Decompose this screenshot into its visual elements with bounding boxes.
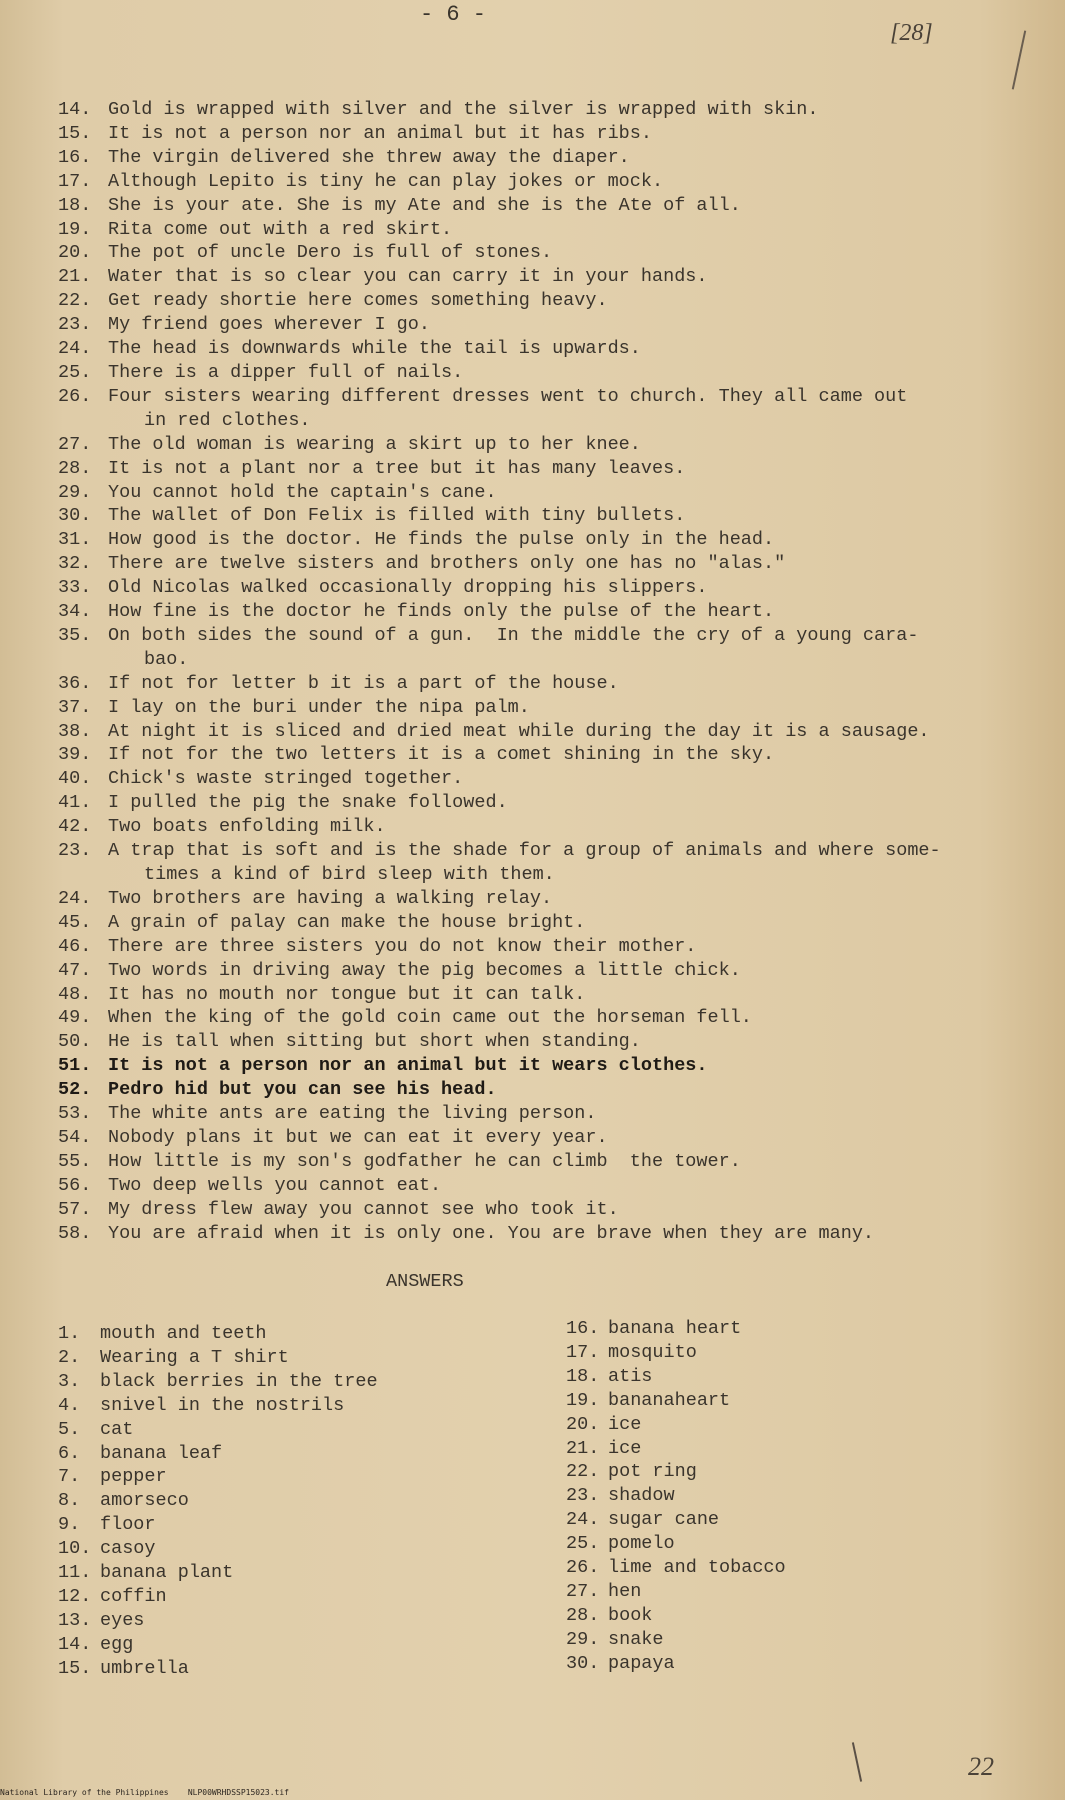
answer-text: banana leaf — [100, 1442, 223, 1464]
answer-text: bananaheart — [608, 1389, 731, 1411]
riddle-text — [108, 1054, 1018, 1078]
answer-item — [58, 1465, 498, 1489]
riddle-text-continuation: bao. — [144, 648, 189, 670]
riddle-text-line: She is your ate. She is my Ate and she is the Ate of all. — [108, 194, 741, 216]
riddle-text — [108, 528, 1018, 552]
riddle-text-line: The pot of uncle Dero is full of stones. — [108, 242, 553, 264]
answer-number: 13. — [58, 1609, 92, 1631]
riddle-text-line: How good is the doctor. He finds the pulse only in the head. — [108, 529, 775, 551]
answer-item — [58, 1442, 498, 1466]
answer-text: coffin — [100, 1585, 167, 1607]
riddle-text — [108, 1150, 1018, 1174]
riddle-number: 23. — [58, 314, 92, 336]
riddle-text-line: The white ants are eating the living person. — [108, 1103, 597, 1125]
riddle-text-line: Two boats enfolding milk. — [108, 816, 386, 838]
riddle-item — [58, 552, 1018, 576]
riddle-item — [58, 457, 1018, 481]
riddle-text — [108, 720, 1018, 744]
riddle-text-line: He is tall when sitting but short when standing. — [108, 1031, 641, 1053]
riddle-text — [108, 791, 1018, 815]
answer-item — [58, 1322, 498, 1346]
riddle-text-line: There is a dipper full of nails. — [108, 361, 464, 383]
riddle-item — [58, 313, 1018, 337]
riddle-text — [108, 1174, 1018, 1198]
riddle-text — [108, 1006, 1018, 1030]
riddle-number: 31. — [58, 529, 92, 551]
riddle-item — [58, 361, 1018, 385]
riddle-number: 50. — [58, 1031, 92, 1053]
riddle-text — [108, 122, 1018, 146]
answer-text: ice — [608, 1413, 642, 1435]
riddle-text — [108, 218, 1018, 242]
riddle-text-line: Although Lepito is tiny he can play jokes or mock. — [108, 170, 664, 192]
riddle-text — [108, 935, 1018, 959]
riddle-item — [58, 504, 1018, 528]
riddle-text — [108, 839, 1018, 887]
riddle-item — [58, 791, 1018, 815]
riddle-text — [108, 767, 1018, 791]
answer-number: 30. — [566, 1652, 600, 1674]
riddle-number: 48. — [58, 983, 92, 1005]
riddle-item — [58, 1222, 1018, 1246]
riddle-text-line: Pedro hid but you can see his head. — [108, 1079, 497, 1101]
answer-text: sugar cane — [608, 1509, 720, 1531]
riddle-text — [108, 481, 1018, 505]
answer-text: pot ring — [608, 1461, 697, 1483]
margin-mark — [852, 1742, 862, 1782]
answer-text: hen — [608, 1580, 642, 1602]
answer-number: 21. — [566, 1437, 600, 1459]
answer-text: umbrella — [100, 1657, 189, 1679]
riddle-text-line: I pulled the pig the snake followed. — [108, 792, 508, 814]
riddle-number: 40. — [58, 768, 92, 790]
riddle-text-line: Nobody plans it but we can eat it every year. — [108, 1126, 608, 1148]
riddle-text — [108, 289, 1018, 313]
riddle-item — [58, 337, 1018, 361]
scan-footer: National Library of the Philippines NLP00WRHDSSP15023.tif — [0, 1788, 289, 1797]
riddle-text — [108, 959, 1018, 983]
answer-number: 11. — [58, 1562, 92, 1584]
riddle-item — [58, 241, 1018, 265]
answer-text: mouth and teeth — [100, 1323, 267, 1344]
answer-number: 8. — [58, 1490, 81, 1512]
riddle-text — [108, 1078, 1018, 1102]
riddle-item — [58, 887, 1018, 911]
riddle-item — [58, 600, 1018, 624]
riddle-item — [58, 170, 1018, 194]
riddle-text — [108, 433, 1018, 457]
riddle-item — [58, 911, 1018, 935]
riddle-text-line: It has no mouth nor tongue but it can talk. — [108, 983, 586, 1005]
answer-item — [566, 1628, 1006, 1652]
riddle-item — [58, 1006, 1018, 1030]
riddle-text — [108, 983, 1018, 1007]
answer-number: 18. — [566, 1365, 600, 1387]
riddle-text-line: If not for the two letters it is a comet shining in the sky. — [108, 744, 775, 766]
riddle-number: 34. — [58, 601, 92, 623]
answer-item — [58, 1489, 498, 1513]
answer-number: 24. — [566, 1509, 600, 1531]
riddle-text-line: The head is downwards while the tail is upwards. — [108, 338, 641, 360]
riddle-text-line: Two brothers are having a walking relay. — [108, 887, 553, 909]
answer-number: 6. — [58, 1442, 81, 1464]
riddle-number: 24. — [58, 887, 92, 909]
riddle-text — [108, 504, 1018, 528]
answer-text: atis — [608, 1365, 653, 1387]
answers-left-column — [58, 1322, 498, 1681]
riddle-text — [108, 457, 1018, 481]
answer-number: 4. — [58, 1394, 81, 1416]
riddle-item — [58, 481, 1018, 505]
riddle-number: 30. — [58, 505, 92, 527]
riddle-item — [58, 720, 1018, 744]
answer-number: 22. — [566, 1461, 600, 1483]
riddle-number: 26. — [58, 385, 92, 407]
riddle-number: 15. — [58, 122, 92, 144]
riddle-item — [58, 289, 1018, 313]
answer-text: snake — [608, 1628, 664, 1650]
riddle-item — [58, 1198, 1018, 1222]
page-number: - 6 - — [420, 2, 487, 27]
riddle-number: 14. — [58, 99, 92, 120]
answer-number: 16. — [566, 1318, 600, 1339]
answer-number: 9. — [58, 1514, 81, 1536]
riddle-text — [108, 98, 1018, 122]
riddle-item — [58, 839, 1018, 887]
riddle-number: 55. — [58, 1150, 92, 1172]
answer-text: floor — [100, 1514, 156, 1536]
riddle-text-line: There are three sisters you do not know their mother. — [108, 935, 697, 957]
riddle-number: 37. — [58, 696, 92, 718]
riddle-item — [58, 528, 1018, 552]
riddle-item — [58, 146, 1018, 170]
riddle-text-line: The old woman is wearing a skirt up to her knee. — [108, 433, 641, 455]
riddle-item — [58, 959, 1018, 983]
riddle-text — [108, 385, 1018, 433]
answer-item — [566, 1365, 1006, 1389]
riddle-number: 54. — [58, 1126, 92, 1148]
riddle-number: 57. — [58, 1198, 92, 1220]
riddle-text — [108, 600, 1018, 624]
riddle-number: 42. — [58, 816, 92, 838]
riddle-item — [58, 1054, 1018, 1078]
riddle-item — [58, 218, 1018, 242]
riddle-number: 52. — [58, 1079, 92, 1101]
riddle-number: 53. — [58, 1103, 92, 1125]
riddle-item — [58, 1078, 1018, 1102]
answer-number: 3. — [58, 1370, 81, 1392]
riddle-number: 45. — [58, 911, 92, 933]
answer-text: Wearing a T shirt — [100, 1346, 289, 1368]
riddle-text — [108, 1198, 1018, 1222]
answer-text: casoy — [100, 1538, 156, 1560]
riddle-text — [108, 911, 1018, 935]
riddle-text-line: There are twelve sisters and brothers only one has no "alas." — [108, 553, 786, 575]
riddle-number: 22. — [58, 290, 92, 312]
riddle-text — [108, 696, 1018, 720]
riddle-text-line: The virgin delivered she threw away the diaper. — [108, 146, 630, 168]
riddle-number: 29. — [58, 481, 92, 503]
riddle-text-line: When the king of the gold coin came out the horseman fell. — [108, 1007, 752, 1029]
riddle-text — [108, 1126, 1018, 1150]
answer-number: 19. — [566, 1389, 600, 1411]
riddle-text — [108, 624, 1018, 672]
riddle-item — [58, 194, 1018, 218]
riddle-number: 51. — [58, 1055, 92, 1077]
riddle-text-line: Water that is so clear you can carry it in your hands. — [108, 266, 708, 288]
riddle-number: 58. — [58, 1222, 92, 1244]
riddle-item — [58, 122, 1018, 146]
riddle-text-line: My friend goes wherever I go. — [108, 314, 430, 336]
riddle-text-line: It is not a person nor an animal but it has ribs. — [108, 122, 652, 144]
riddle-item — [58, 1126, 1018, 1150]
riddle-text-line: On both sides the sound of a gun. In the middle the cry of a young cara- — [108, 624, 919, 646]
riddle-text — [108, 265, 1018, 289]
answer-number: 2. — [58, 1346, 81, 1368]
answer-text: cat — [100, 1418, 134, 1440]
answer-number: 28. — [566, 1604, 600, 1626]
riddle-number: 28. — [58, 457, 92, 479]
riddle-number: 23. — [58, 840, 92, 862]
riddle-number: 46. — [58, 935, 92, 957]
riddle-text-continuation: times a kind of bird sleep with them. — [144, 864, 555, 885]
riddle-text-line: How little is my son's godfather he can climb the tower. — [108, 1150, 741, 1172]
riddle-text-line: Four sisters wearing different dresses went to church. They all came out — [108, 385, 908, 407]
answer-text: papaya — [608, 1652, 675, 1674]
riddle-text — [108, 1222, 1018, 1246]
riddle-item — [58, 672, 1018, 696]
answer-item — [58, 1418, 498, 1442]
riddle-number: 20. — [58, 242, 92, 264]
riddle-text-line: How fine is the doctor he finds only the pulse of the heart. — [108, 601, 775, 623]
riddle-text-line: If not for letter b it is a part of the house. — [108, 672, 619, 694]
riddle-item — [58, 98, 1018, 122]
riddle-text — [108, 887, 1018, 911]
riddle-text-line: I lay on the buri under the nipa palm. — [108, 696, 530, 718]
riddle-text — [108, 313, 1018, 337]
riddle-text-line: Chick's waste stringed together. — [108, 768, 464, 790]
answer-item — [58, 1633, 498, 1657]
riddle-text — [108, 552, 1018, 576]
answer-item — [566, 1652, 1006, 1676]
answer-item — [58, 1609, 498, 1633]
margin-mark — [1012, 30, 1026, 89]
answer-number: 15. — [58, 1657, 92, 1679]
riddle-text-line: Two deep wells you cannot eat. — [108, 1174, 442, 1196]
riddle-number: 33. — [58, 577, 92, 599]
answer-number: 5. — [58, 1418, 81, 1440]
riddle-number: 24. — [58, 338, 92, 360]
riddle-number: 25. — [58, 361, 92, 383]
riddle-item — [58, 385, 1018, 433]
answer-text: amorseco — [100, 1490, 189, 1512]
riddle-text — [108, 815, 1018, 839]
answer-text: banana plant — [100, 1562, 234, 1584]
answer-number: 29. — [566, 1628, 600, 1650]
riddle-text-line: Old Nicolas walked occasionally dropping his slippers. — [108, 577, 708, 599]
answer-text: mosquito — [608, 1341, 697, 1363]
answer-item — [58, 1657, 498, 1681]
riddle-item — [58, 1150, 1018, 1174]
riddle-text-line: Gold is wrapped with silver and the silver is wrapped with skin. — [108, 99, 819, 120]
riddle-item — [58, 935, 1018, 959]
riddle-number: 18. — [58, 194, 92, 216]
riddle-number: 56. — [58, 1174, 92, 1196]
riddle-item — [58, 696, 1018, 720]
riddle-text-line: My dress flew away you cannot see who took it. — [108, 1198, 619, 1220]
riddle-number: 32. — [58, 553, 92, 575]
riddle-text-line: At night it is sliced and dried meat while during the day it is a sausage. — [108, 720, 930, 742]
riddle-text — [108, 361, 1018, 385]
answer-text: pepper — [100, 1466, 167, 1488]
answer-text: black berries in the tree — [100, 1370, 378, 1392]
riddle-text-continuation: in red clothes. — [144, 409, 311, 431]
riddle-item — [58, 983, 1018, 1007]
answer-item — [566, 1484, 1006, 1508]
riddle-text — [108, 672, 1018, 696]
answer-item — [566, 1413, 1006, 1437]
answer-number: 10. — [58, 1538, 92, 1560]
riddle-text — [108, 743, 1018, 767]
answer-number: 20. — [566, 1413, 600, 1435]
riddle-text-line: A grain of palay can make the house bright. — [108, 911, 586, 933]
answer-item — [58, 1370, 498, 1394]
answer-item — [58, 1394, 498, 1418]
riddle-text — [108, 146, 1018, 170]
answer-item — [58, 1585, 498, 1609]
answer-text: pomelo — [608, 1533, 675, 1555]
riddle-text — [108, 194, 1018, 218]
answer-number: 17. — [566, 1341, 600, 1363]
answer-text: banana heart — [608, 1318, 742, 1339]
answer-item — [566, 1341, 1006, 1365]
answer-number: 7. — [58, 1466, 81, 1488]
riddle-item — [58, 624, 1018, 672]
archive-number: [28] — [890, 20, 933, 46]
answers-right-column — [566, 1317, 1006, 1676]
riddle-number: 39. — [58, 744, 92, 766]
answer-item — [566, 1604, 1006, 1628]
answer-item — [566, 1317, 1006, 1341]
answers-heading: ANSWERS — [386, 1271, 464, 1292]
riddle-item — [58, 1102, 1018, 1126]
answer-text: shadow — [608, 1485, 675, 1507]
answer-text: egg — [100, 1633, 134, 1655]
riddle-text-line: You are afraid when it is only one. You are brave when they are many. — [108, 1222, 875, 1244]
riddle-text-line: Get ready shortie here comes something heavy. — [108, 290, 608, 312]
riddle-text — [108, 241, 1018, 265]
riddle-text — [108, 1030, 1018, 1054]
answer-number: 1. — [58, 1323, 81, 1344]
answer-number: 25. — [566, 1533, 600, 1555]
answer-number: 23. — [566, 1485, 600, 1507]
riddle-text-line: A trap that is soft and is the shade for a group of animals and where some- — [108, 840, 941, 862]
riddle-item — [58, 576, 1018, 600]
handwritten-page-number: 22 — [968, 1752, 994, 1781]
answer-item — [58, 1537, 498, 1561]
answer-item — [566, 1389, 1006, 1413]
answer-text: snivel in the nostrils — [100, 1394, 345, 1416]
riddle-text — [108, 170, 1018, 194]
riddle-item — [58, 815, 1018, 839]
riddle-text — [108, 576, 1018, 600]
answer-text: eyes — [100, 1609, 145, 1631]
answer-text: ice — [608, 1437, 642, 1459]
riddle-item — [58, 1030, 1018, 1054]
answer-number: 14. — [58, 1633, 92, 1655]
answer-item — [566, 1580, 1006, 1604]
riddle-text — [108, 337, 1018, 361]
riddle-number: 21. — [58, 266, 92, 288]
riddle-item — [58, 743, 1018, 767]
riddle-text-line: Rita come out with a red skirt. — [108, 218, 453, 240]
riddle-item — [58, 1174, 1018, 1198]
answer-number: 26. — [566, 1557, 600, 1579]
answer-number: 12. — [58, 1585, 92, 1607]
riddle-list — [58, 98, 1018, 1246]
riddle-item — [58, 265, 1018, 289]
riddle-number: 27. — [58, 433, 92, 455]
answer-item — [566, 1508, 1006, 1532]
answer-item — [58, 1346, 498, 1370]
answer-number: 27. — [566, 1580, 600, 1602]
answer-item — [566, 1460, 1006, 1484]
answer-item — [566, 1437, 1006, 1461]
riddle-number: 35. — [58, 624, 92, 646]
answer-text: book — [608, 1604, 653, 1626]
riddle-number: 36. — [58, 672, 92, 694]
riddle-text-line: The wallet of Don Felix is filled with tiny bullets. — [108, 505, 686, 527]
riddle-number: 38. — [58, 720, 92, 742]
riddle-number: 19. — [58, 218, 92, 240]
riddle-text — [108, 1102, 1018, 1126]
riddle-number: 17. — [58, 170, 92, 192]
riddle-item — [58, 767, 1018, 791]
riddle-number: 49. — [58, 1007, 92, 1029]
riddle-number: 47. — [58, 959, 92, 981]
answer-item — [566, 1532, 1006, 1556]
answer-item — [58, 1513, 498, 1537]
riddle-number: 16. — [58, 146, 92, 168]
riddle-text-line: It is not a person nor an animal but it wears clothes. — [108, 1055, 708, 1077]
answer-text: lime and tobacco — [608, 1557, 786, 1579]
riddle-number: 41. — [58, 792, 92, 814]
riddle-text-line: Two words in driving away the pig becomes a little chick. — [108, 959, 741, 981]
riddle-item — [58, 433, 1018, 457]
answer-item — [566, 1556, 1006, 1580]
riddle-text-line: It is not a plant nor a tree but it has many leaves. — [108, 457, 686, 479]
riddle-text-line: You cannot hold the captain's cane. — [108, 481, 497, 503]
answer-item — [58, 1561, 498, 1585]
